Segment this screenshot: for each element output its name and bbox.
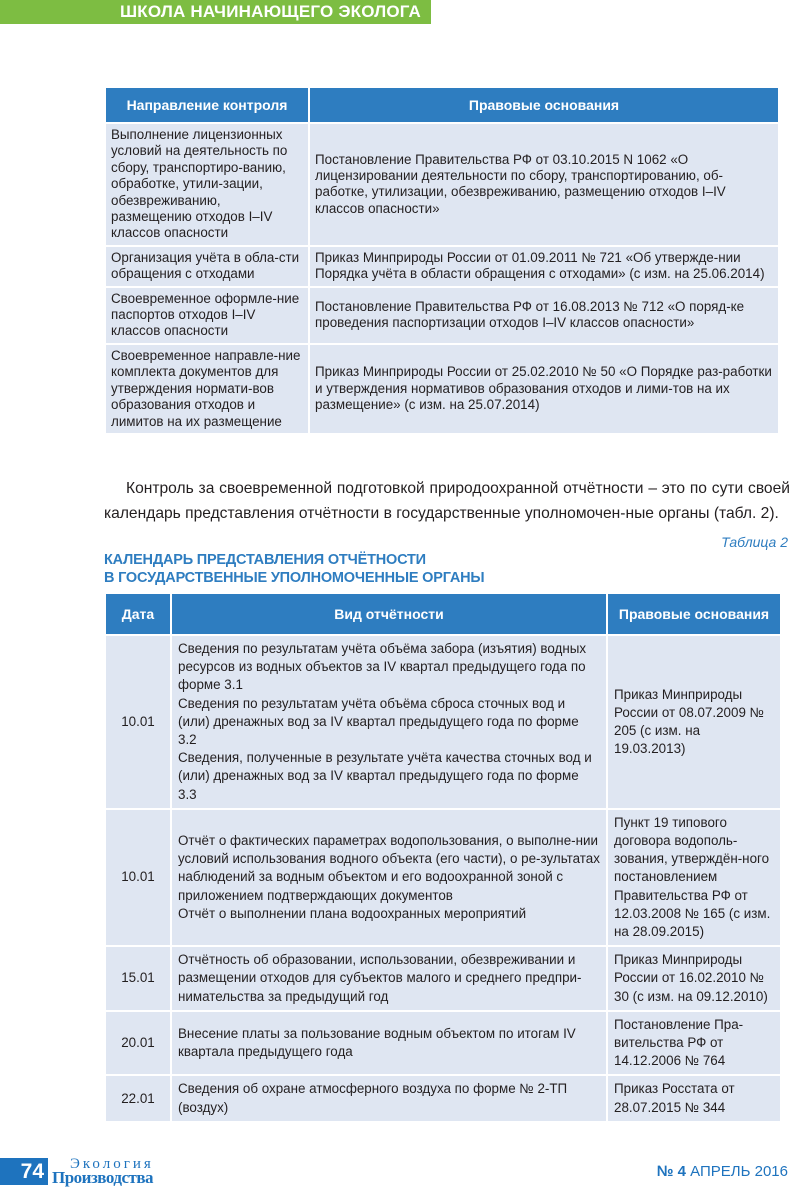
date-cell: 22.01	[105, 1075, 171, 1121]
date-cell: 20.01	[105, 1011, 171, 1076]
legal-basis-cell: Пункт 19 типового договора водополь-зования, утверждён-ного постановлением Правительства РФ от 12.03.2008 № 165 (с изм. на 28.09.2015)	[607, 809, 781, 946]
table-row	[105, 123, 779, 246]
table-row	[105, 1075, 781, 1121]
column-header-legal-basis: Правовые основания	[607, 593, 781, 635]
legal-basis-cell: Приказ Минприроды России от 08.07.2009 № 205 (с изм. на 19.03.2013)	[607, 635, 781, 809]
control-area-cell: Своевременное оформле-ние паспортов отходов I–IV классов опасности	[105, 287, 309, 344]
table-row	[105, 287, 779, 344]
table-header-row	[105, 593, 781, 635]
body-paragraph: Контроль за своевременной подготовкой природоохранной отчётности – это по сути своей календарь представления отчётности в государственные уполномочен-ные органы (табл. 2).	[104, 479, 790, 522]
date-cell: 10.01	[105, 809, 171, 946]
report-type-cell	[171, 946, 607, 1011]
legal-basis-cell: Приказ Минприроды России от 16.02.2010 № 30 (с изм. на 09.12.2010)	[607, 946, 781, 1011]
table-header-row	[105, 87, 779, 123]
table-row	[105, 344, 779, 434]
page-number: 74	[0, 1158, 48, 1185]
section-banner	[0, 0, 431, 24]
logo-line-2: Производства	[52, 1168, 154, 1187]
report-type-cell	[171, 635, 607, 809]
table-title	[104, 551, 484, 587]
report-line: Сведения об охране атмосферного воздуха по форме № 2-ТП (воздух)	[178, 1081, 568, 1115]
table-label: Таблица 2	[721, 534, 788, 550]
issue-number: № 4	[656, 1163, 686, 1180]
column-header-control-area: Направление контроля	[105, 87, 309, 123]
table-title-line: В ГОСУДАРСТВЕННЫЕ УПОЛНОМОЧЕННЫЕ ОРГАНЫ	[104, 570, 485, 586]
legal-basis-cell: Постановление Пра-вительства РФ от 14.12.2006 № 764	[607, 1011, 781, 1076]
issue-info	[657, 1163, 788, 1180]
report-line: Сведения по результатам учёта объёма забора (изъятия) водных ресурсов из водных объектов за IV квартал предыдущего года по форме 3.1	[178, 641, 587, 693]
table-row	[105, 946, 781, 1011]
legal-basis-cell: Приказ Минприроды России от 01.09.2011 № 721 «Об утвержде-нии Порядка учёта в области обращения с отходами» (с изм. на 25.06.2014)	[309, 246, 779, 287]
issue-date: АПРЕЛЬ 2016	[690, 1163, 788, 1180]
report-line: Отчёт о выполнении плана водоохранных мероприятий	[178, 905, 527, 921]
legal-basis-cell: Постановление Правительства РФ от 03.10.2015 N 1062 «О лицензировании деятельности по сбору, транспортированию, об-работке, утилизации, обезвреживанию, размещению отходов I–IV классов опасности»	[309, 123, 779, 246]
legal-basis-table	[104, 86, 780, 435]
reporting-calendar-table	[104, 592, 782, 1123]
control-area-cell: Организация учёта в обла-сти обращения с отходами	[105, 246, 309, 287]
table-row	[105, 1011, 781, 1076]
column-header-report-type: Вид отчётности	[171, 593, 607, 635]
report-line: Отчёт о фактических параметрах водопользования, о выполне-нии условий использования водного объекта (его части), о ре-зультатах наблюдений за водным объектом и его водоохранной зоной с приложением подтверждающих документов	[178, 833, 600, 903]
control-area-cell: Выполнение лицензионных условий на деятельность по сбору, транспортиро-ванию, обработке, утили-зации, обезвреживанию, размещению отходов I–IV классов опасности	[105, 123, 309, 246]
report-line: Сведения, полученные в результате учёта качества сточных вод и (или) дренажных вод за IV квартал предыдущего года по форме 3.3	[178, 750, 592, 802]
logo-line-1: Экология	[70, 1156, 154, 1172]
table-row	[105, 635, 781, 809]
legal-basis-cell: Постановление Правительства РФ от 16.08.2013 № 712 «О поряд-ке проведения паспортизации отходов I–IV классов опасности»	[309, 287, 779, 344]
column-header-date: Дата	[105, 593, 171, 635]
table-row	[105, 809, 781, 946]
column-header-legal-basis: Правовые основания	[309, 87, 779, 123]
report-type-cell	[171, 1075, 607, 1121]
control-area-cell: Своевременное направле-ние комплекта документов для утверждения нормати-вов образования отходов и лимитов на их размещение	[105, 344, 309, 434]
date-cell: 10.01	[105, 635, 171, 809]
date-cell: 15.01	[105, 946, 171, 1011]
report-line: Сведения по результатам учёта объёма сброса сточных вод и (или) дренажных вод за IV квартал предыдущего года по форме 3.2	[178, 695, 579, 748]
report-type-cell	[171, 1011, 607, 1076]
report-type-cell	[171, 809, 607, 946]
legal-basis-cell: Приказ Росстата от 28.07.2015 № 344	[607, 1075, 781, 1121]
report-line: Отчётность об образовании, использовании, обезвреживании и размещении отходов для субъектов малого и среднего предпри-нимательства за предыдущий год	[178, 952, 582, 1004]
section-title: ШКОЛА НАЧИНАЮЩЕГО ЭКОЛОГА	[120, 2, 421, 21]
table-title-line: КАЛЕНДАРЬ ПРЕДСТАВЛЕНИЯ ОТЧЁТНОСТИ	[104, 552, 426, 568]
legal-basis-cell: Приказ Минприроды России от 25.02.2010 № 50 «О Порядке раз-работки и утверждения нормативов образования отходов и лими-тов на их размещение» (с изм. на 25.07.2014)	[309, 344, 779, 434]
table-row	[105, 246, 779, 287]
report-line: Внесение платы за пользование водным объектом по итогам IV квартала предыдущего года	[178, 1025, 576, 1060]
